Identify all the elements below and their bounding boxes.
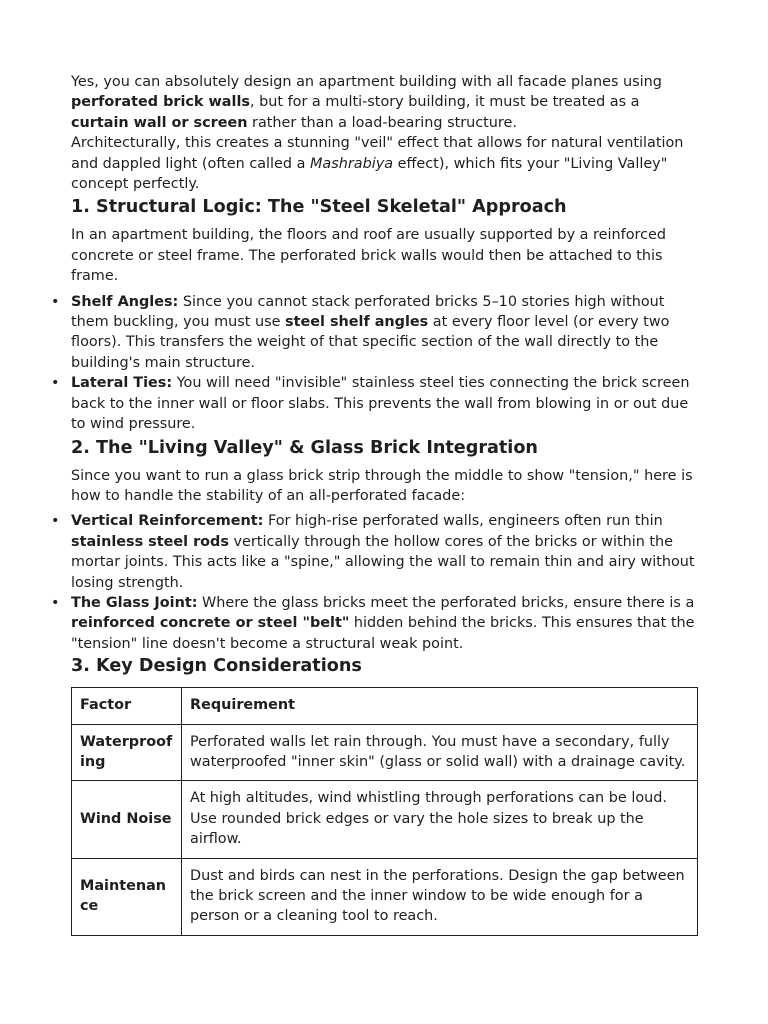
section-3-heading: 3. Key Design Considerations xyxy=(71,656,362,677)
table-header-factor: Factor xyxy=(72,688,182,724)
list-item-text: You will need "invisible" stainless steel ties connecting the brick screen back to the inner wall or floor slabs. This prevents the wall from blowing in or out due to wind pressure. xyxy=(71,375,690,433)
intro-paragraph-1 xyxy=(71,72,698,133)
list-item xyxy=(71,511,698,593)
table-row xyxy=(72,858,698,935)
section-1-paragraph: In an apartment building, the floors and roof are usually supported by a reinforced concrete or steel frame. The perforated brick walls would then be attached to this frame. xyxy=(71,227,666,285)
section-1-heading: 1. Structural Logic: The "Steel Skeletal" Approach xyxy=(71,197,567,218)
list-item xyxy=(71,373,698,434)
list-item-label: Vertical Reinforcement: xyxy=(71,513,264,530)
list-item-emphasis: reinforced concrete or steel "belt" xyxy=(71,615,350,632)
table-header-row xyxy=(72,688,698,724)
intro-text: Architecturally, this creates a stunning "veil" effect that allows for natural ventilation and dappled light (often called a xyxy=(71,135,684,172)
intro-text: , but for a multi-story building, it must be treated as a xyxy=(249,94,640,111)
list-item xyxy=(71,593,698,654)
table-cell-requirement: At high altitudes, wind whistling through perforations can be loud. Use rounded brick edges or vary the hole sizes to break up the airflow. xyxy=(182,781,698,858)
list-item-label: Shelf Angles: xyxy=(71,293,179,310)
list-item-text: hidden behind the bricks. This ensures that the "tension" line doesn't become a structural weak point. xyxy=(71,615,695,652)
table-cell-requirement: Perforated walls let rain through. You must have a secondary, fully waterproofed "inner skin" (glass or solid wall) with a drainage cavity. xyxy=(182,724,698,781)
list-item xyxy=(71,292,698,374)
list-item-label: The Glass Joint: xyxy=(71,594,198,611)
table-cell-factor: Wind Noise xyxy=(72,781,182,858)
table-cell-factor: Waterproofing xyxy=(72,724,182,781)
section-2-paragraph: Since you want to run a glass brick strip through the middle to show "tension," here is how to handle the stability of an all-perforated facade: xyxy=(71,467,693,504)
list-item-text: at every floor level (or every two floors). This transfers the weight of that specific section of the wall directly to the building's main structure. xyxy=(71,314,670,371)
intro-emphasis: perforated brick walls xyxy=(71,94,250,111)
intro-text: effect), which fits your "Living Valley" concept perfectly. xyxy=(71,155,668,193)
list-item-text: Where the glass bricks meet the perforated bricks, ensure there is a xyxy=(197,594,695,611)
intro-paragraph-2 xyxy=(71,133,698,194)
table-header-requirement: Requirement xyxy=(182,688,698,724)
section-2-list xyxy=(71,511,698,654)
section-1-list xyxy=(71,292,698,435)
list-item-text: For high-rise perforated walls, engineers often run thin xyxy=(263,513,663,530)
list-item-label: Lateral Ties: xyxy=(71,375,173,392)
document-body xyxy=(71,72,698,936)
list-item-text: vertically through the hollow cores of the bricks or within the mortar joints. This acts like a "spine," allowing the wall to remain thin and airy without losing strength. xyxy=(71,533,695,591)
considerations-table xyxy=(71,687,698,936)
list-item-emphasis: steel shelf angles xyxy=(285,314,429,331)
table-row xyxy=(72,724,698,781)
intro-text: Yes, you can absolutely design an apartment building with all facade planes using xyxy=(71,74,662,90)
section-2-heading: 2. The "Living Valley" & Glass Brick Integration xyxy=(71,437,538,458)
list-item-emphasis: stainless steel rods xyxy=(71,533,229,550)
list-item-text: Since you cannot stack perforated bricks 5–10 stories high without them buckling, you must use xyxy=(71,293,665,331)
intro-emphasis: curtain wall or screen xyxy=(71,114,248,131)
intro-text: rather than a load-bearing structure. xyxy=(247,114,517,131)
table-cell-factor: Maintenance xyxy=(72,858,182,935)
table-row xyxy=(72,781,698,858)
table-cell-requirement: Dust and birds can nest in the perforations. Design the gap between the brick screen and the inner window to be wide enough for a person or a cleaning tool to reach. xyxy=(182,858,698,935)
intro-italic: Mashrabiya xyxy=(310,155,394,172)
